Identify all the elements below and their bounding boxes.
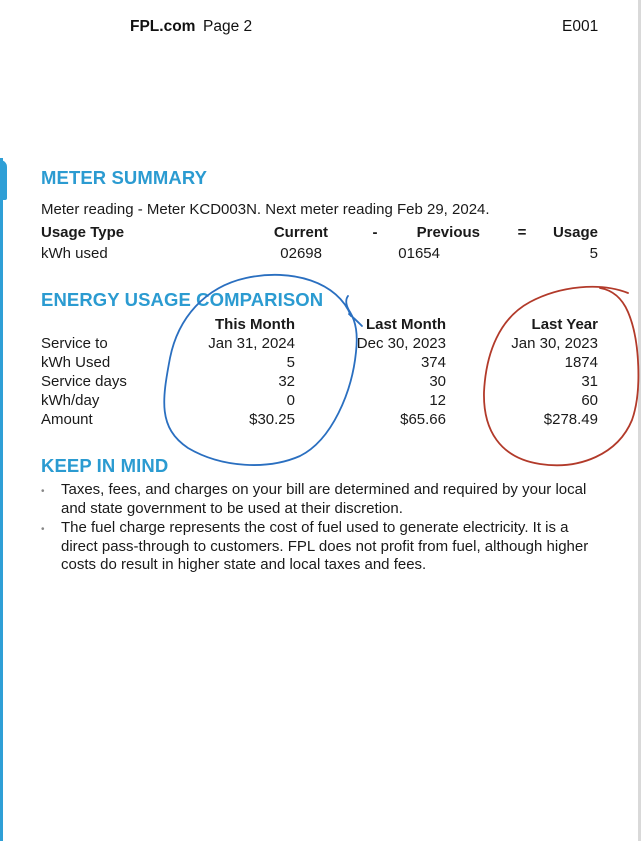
col-usage-type: Usage Type [41, 224, 125, 241]
bullet-2-icon: • [41, 524, 45, 535]
header-page-number: Page 2 [203, 18, 253, 35]
header-brand: FPL.com [130, 18, 196, 35]
kwh-per-day-this-month: 0 [286, 392, 295, 409]
row-label-kwh-used: kWh Used [41, 354, 111, 371]
left-edge-tab [0, 160, 7, 200]
meter-row-type: kWh used [41, 245, 108, 262]
header-last-month: Last Month [366, 316, 446, 333]
keep-in-mind-title: KEEP IN MIND [41, 455, 169, 476]
col-usage: Usage [552, 224, 598, 241]
amount-last-year: $278.49 [543, 411, 598, 428]
kwh-used-last-month: 374 [420, 354, 446, 371]
service-days-last-year: 31 [581, 373, 598, 390]
header-code: E001 [562, 18, 599, 35]
meter-reading-text: Meter reading - Meter KCD003N. Next meter reading Feb 29, 2024. [41, 201, 490, 218]
bullet-1-icon: • [41, 486, 45, 497]
service-to-last-month: Dec 30, 2023 [356, 335, 446, 352]
left-edge-bar [0, 158, 11, 841]
kwh-used-this-month: 5 [286, 354, 295, 371]
energy-comparison-title: ENERGY USAGE COMPARISON [41, 289, 324, 310]
meter-row-previous: 01654 [398, 245, 440, 262]
service-days-this-month: 32 [278, 373, 295, 390]
row-label-kwh-per-day: kWh/day [41, 392, 100, 409]
kwh-per-day-last-year: 60 [581, 392, 598, 409]
keep-in-mind-item-2: The fuel charge represents the cost of fuel used to generate electricity. It is a direct pass-through to customers. FPL does not profit from fuel, although higher costs do result in higher state and local taxes and fees. [61, 519, 589, 573]
meter-row-current: 02698 [280, 245, 322, 262]
service-to-this-month: Jan 31, 2024 [208, 335, 295, 352]
meter-row-usage: 5 [589, 245, 598, 262]
col-previous: Previous [416, 224, 480, 241]
amount-this-month: $30.25 [249, 411, 295, 428]
amount-last-month: $65.66 [400, 411, 446, 428]
row-label-amount: Amount [41, 411, 93, 428]
kwh-per-day-last-month: 12 [429, 392, 446, 409]
meter-summary-title: METER SUMMARY [41, 167, 208, 188]
col-minus: - [372, 224, 378, 241]
service-days-last-month: 30 [429, 373, 446, 390]
header-last-year: Last Year [531, 316, 598, 333]
col-current: Current [273, 224, 328, 241]
row-label-service-to: Service to [41, 335, 108, 352]
col-equals: = [517, 224, 527, 241]
row-label-service-days: Service days [41, 373, 127, 390]
service-to-last-year: Jan 30, 2023 [511, 335, 598, 352]
header-this-month: This Month [215, 316, 295, 333]
kwh-used-last-year: 1874 [564, 354, 598, 371]
keep-in-mind-item-1: Taxes, fees, and charges on your bill are determined and required by your local and state government to be used at their discretion. [61, 481, 587, 517]
